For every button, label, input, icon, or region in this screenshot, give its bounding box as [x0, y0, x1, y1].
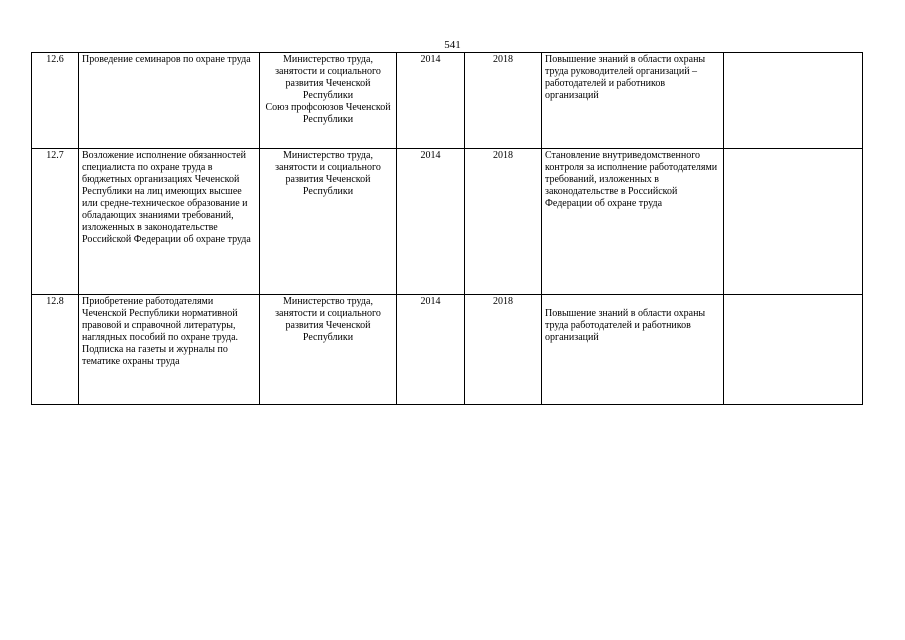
note-cell	[724, 53, 863, 149]
executors-cell: Министерство труда, занятости и социального развития Чеченской Республики Союз профсоюзов Чеченской Республики	[260, 53, 397, 149]
executors-cell: Министерство труда, занятости и социального развития Чеченской Республики	[260, 295, 397, 405]
end-year-cell: 2018	[465, 295, 542, 405]
row-number-cell: 12.6	[32, 53, 79, 149]
measure-cell: Возложение исполнение обязанностей специалиста по охране труда в бюджетных организациях Чеченской Республики на лиц имеющих высшее или средне-техническое образование и обладающих знаниями требований, изложенных в законодательстве Российской Федерации об охране труда	[79, 149, 260, 295]
expected-result-cell: Повышение знаний в области охраны труда руководителей организаций – работодателей и работников организаций	[542, 53, 724, 149]
row-number-cell: 12.7	[32, 149, 79, 295]
measure-cell: Приобретение работодателями Чеченской Республики нормативной правовой и справочной литературы, наглядных пособий по охране труда. Подписка на газеты и журналы по тематике охраны труда	[79, 295, 260, 405]
start-year-cell: 2014	[397, 53, 465, 149]
measures-table	[31, 52, 863, 405]
measure-cell: Проведение семинаров по охране труда	[79, 53, 260, 149]
note-cell	[724, 149, 863, 295]
table-row	[32, 149, 863, 295]
executors-cell: Министерство труда, занятости и социального развития Чеченской Республики	[260, 149, 397, 295]
expected-result-cell: Становление внутриведомственного контроля за исполнение работодателями требований, изложенных в законодательстве в Российской Федерации об охране труда	[542, 149, 724, 295]
start-year-cell: 2014	[397, 149, 465, 295]
table-row	[32, 295, 863, 405]
row-number-cell: 12.8	[32, 295, 79, 405]
table-row	[32, 53, 863, 149]
end-year-cell: 2018	[465, 149, 542, 295]
end-year-cell: 2018	[465, 53, 542, 149]
expected-result-cell: Повышение знаний в области охраны труда работодателей и работников организаций	[542, 295, 724, 405]
note-cell	[724, 295, 863, 405]
page-number: 541	[444, 39, 461, 51]
start-year-cell: 2014	[397, 295, 465, 405]
